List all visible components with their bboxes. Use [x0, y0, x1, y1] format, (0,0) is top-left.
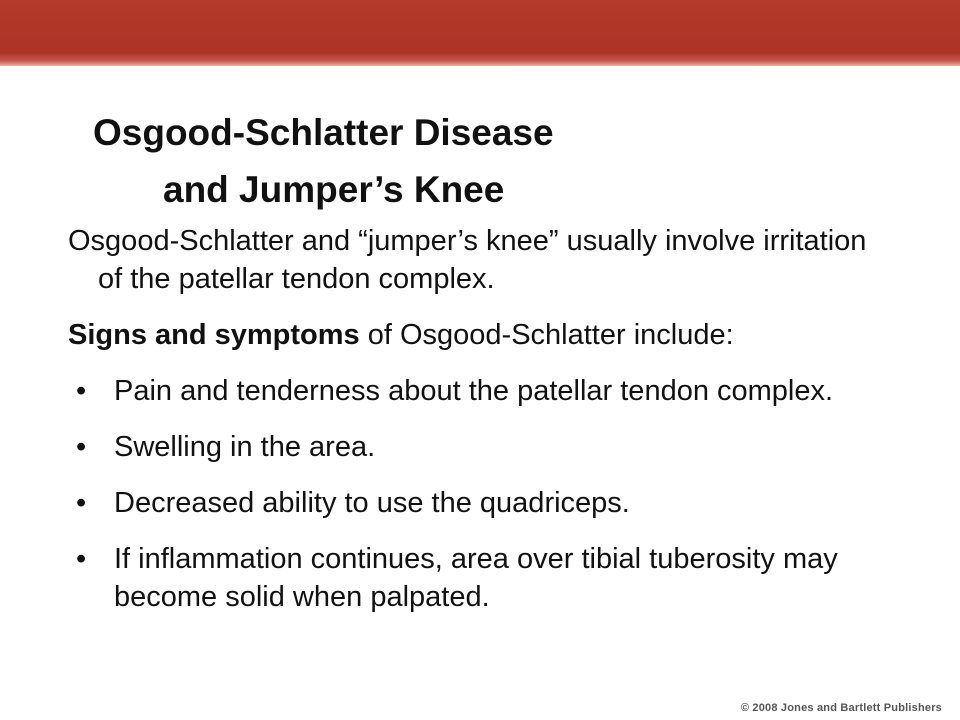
slide-body: [68, 222, 888, 634]
slide-title-line-1: Osgood-Schlatter Disease: [93, 112, 554, 153]
list-item-text: Decreased ability to use the quadriceps.: [114, 487, 630, 519]
bullet-icon: •: [76, 375, 87, 407]
copyright-notice: © 2008 Jones and Bartlett Publishers: [740, 702, 942, 714]
list-item-text: Swelling in the area.: [114, 431, 376, 463]
list-item-text: Pain and tenderness about the patellar tendon complex.: [114, 375, 834, 407]
symptom-list: [68, 372, 888, 616]
signs-paragraph: [68, 316, 888, 354]
slide-title-line-2: and Jumper’s Knee: [163, 169, 505, 210]
slide-title: [0, 104, 960, 218]
list-item: [68, 428, 888, 466]
header-banner: [0, 0, 960, 66]
list-item: [68, 484, 888, 522]
intro-paragraph: Osgood-Schlatter and “jumper’s knee” usually involve irritation of the patellar tendon complex.: [68, 225, 867, 295]
list-item: [68, 372, 888, 410]
bullet-icon: •: [76, 543, 87, 575]
bullet-icon: •: [76, 431, 87, 463]
list-item-text: If inflammation continues, area over tibial tuberosity may become solid when palpated.: [114, 543, 838, 613]
signs-heading: Signs and symptoms: [68, 319, 360, 351]
bullet-icon: •: [76, 487, 87, 519]
list-item: [68, 540, 888, 616]
signs-heading-rest: of Osgood-Schlatter include:: [359, 319, 734, 351]
